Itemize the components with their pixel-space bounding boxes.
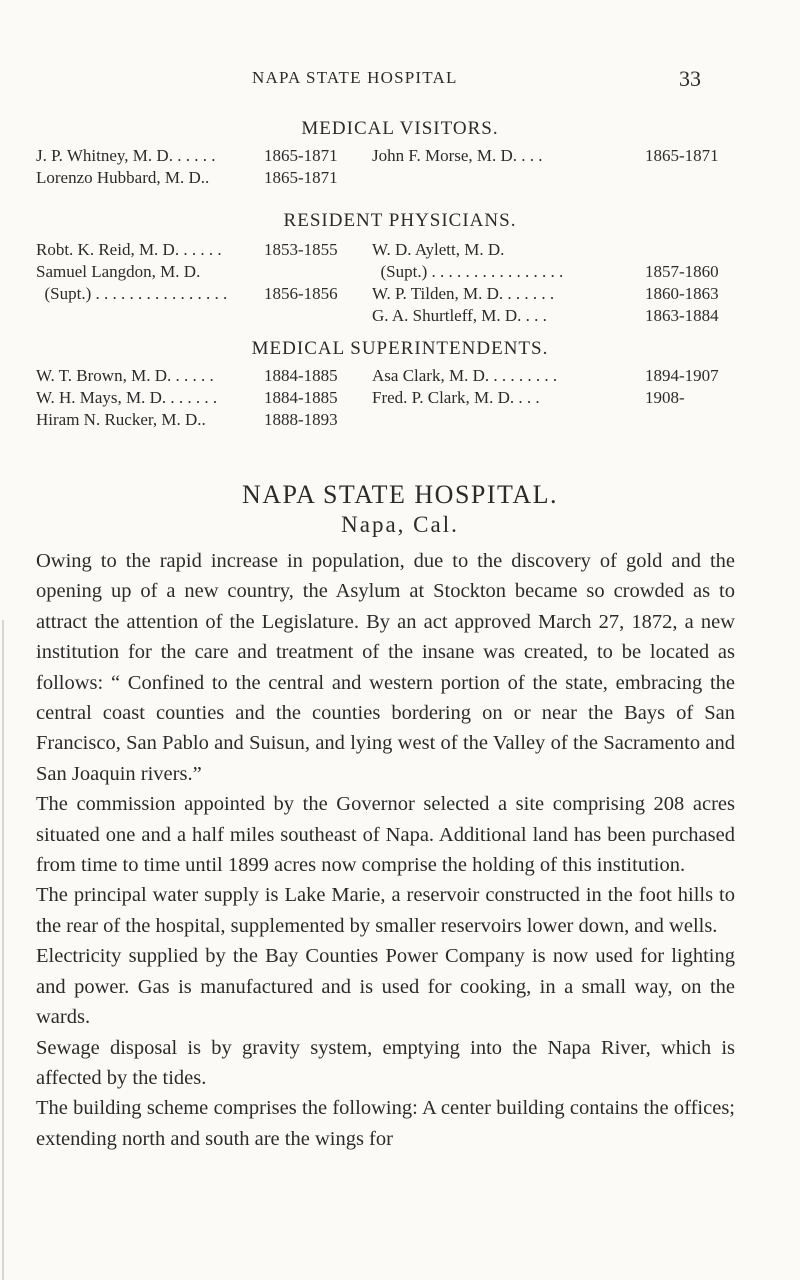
years-entry: 1856-1856 [264,284,338,303]
name-entry: Fred. P. Clark, M. D. . . . [372,388,540,407]
article-subtitle: Napa, Cal. [341,512,459,537]
years-entry: 1857-1860 [645,262,719,281]
paragraph: The commission appointed by the Governor selected a site comprising 208 acres situated one and a half miles southeast of Napa. Additional land has been purchased from time to time until 1899 acres now comprise the holding of this institution. [36,793,735,877]
list-row [36,146,736,168]
name-entry: Hiram N. Rucker, M. D.. [36,410,206,429]
name-entry: W. T. Brown, M. D. . . . . . [36,366,214,385]
name-entry: J. P. Whitney, M. D. . . . . . [36,146,216,165]
list-row [36,284,736,306]
name-entry: John F. Morse, M. D. . . . [372,146,543,165]
name-entry: (Supt.) . . . . . . . . . . . . . . . . [36,284,228,303]
binding-edge [2,620,4,1280]
article-body [36,546,735,1154]
years-entry: 1884-1885 [264,388,338,407]
page-number: 33 [679,66,701,91]
years-entry: 1908- [645,388,685,407]
medical-superintendents-heading: MEDICAL SUPERINTENDENTS. [251,338,549,359]
name-entry: W. D. Aylett, M. D. [372,240,505,259]
years-entry: 1894-1907 [645,366,719,385]
article-title: NAPA STATE HOSPITAL. [242,480,558,509]
paragraph: Sewage disposal is by gravity system, emptying into the Napa River, which is affected by the tides. [36,1036,735,1089]
resident-physicians-list [36,240,736,328]
years-entry: 1865-1871 [264,146,338,165]
running-head: NAPA STATE HOSPITAL [252,68,458,87]
name-entry: Lorenzo Hubbard, M. D.. [36,168,210,187]
name-entry: W. H. Mays, M. D. . . . . . . [36,388,218,407]
resident-physicians-heading: RESIDENT PHYSICIANS. [283,210,517,231]
medical-visitors-list [36,146,736,190]
years-entry: 1860-1863 [645,284,719,303]
name-entry: G. A. Shurtleff, M. D. . . . [372,306,547,325]
years-entry: 1853-1855 [264,240,338,259]
list-row [36,240,736,262]
paragraph: Owing to the rapid increase in population, due to the discovery of gold and the opening up of a new country, the Asylum at Stockton became so crowded as to attract the attention of the Legislature. By an act approved March 27, 1872, a new institution for the care and treatment of the insane was created, to be located as follows: “ Confined to the central and western portion of the state, embracing the central coast counties and the counties bordering on or near the Bays of San Francisco, San Pablo and Suisun, and lying west of the Valley of the Sacramento and San Joaquin rivers.” [36,550,735,785]
list-row [36,168,736,190]
list-row [36,410,736,432]
list-row [36,366,736,388]
name-entry: Samuel Langdon, M. D. [36,262,201,281]
years-entry: 1863-1884 [645,306,719,325]
name-entry: Asa Clark, M. D. . . . . . . . . [372,366,558,385]
paragraph: The principal water supply is Lake Marie, a reservoir constructed in the foot hills to the rear of the hospital, supplemented by smaller reservoirs lower down, and wells. [36,884,735,937]
medical-visitors-heading: MEDICAL VISITORS. [301,118,499,139]
paragraph: The building scheme comprises the following: A center building contains the offices; extending north and south are the wings for [36,1097,735,1150]
list-row [36,262,736,284]
name-entry: Robt. K. Reid, M. D. . . . . . [36,240,222,259]
list-row [36,388,736,410]
years-entry: 1884-1885 [264,366,338,385]
paragraph: Electricity supplied by the Bay Counties Power Company is now used for lighting and power. Gas is manufactured and is used for cooking, in a small way, on the wards. [36,945,735,1029]
name-entry: (Supt.) . . . . . . . . . . . . . . . . [372,262,564,281]
years-entry: 1865-1871 [645,146,719,165]
name-entry: W. P. Tilden, M. D. . . . . . . [372,284,555,303]
years-entry: 1888-1893 [264,410,338,429]
years-entry: 1865-1871 [264,168,338,187]
medical-superintendents-list [36,366,736,432]
list-row [36,306,736,328]
